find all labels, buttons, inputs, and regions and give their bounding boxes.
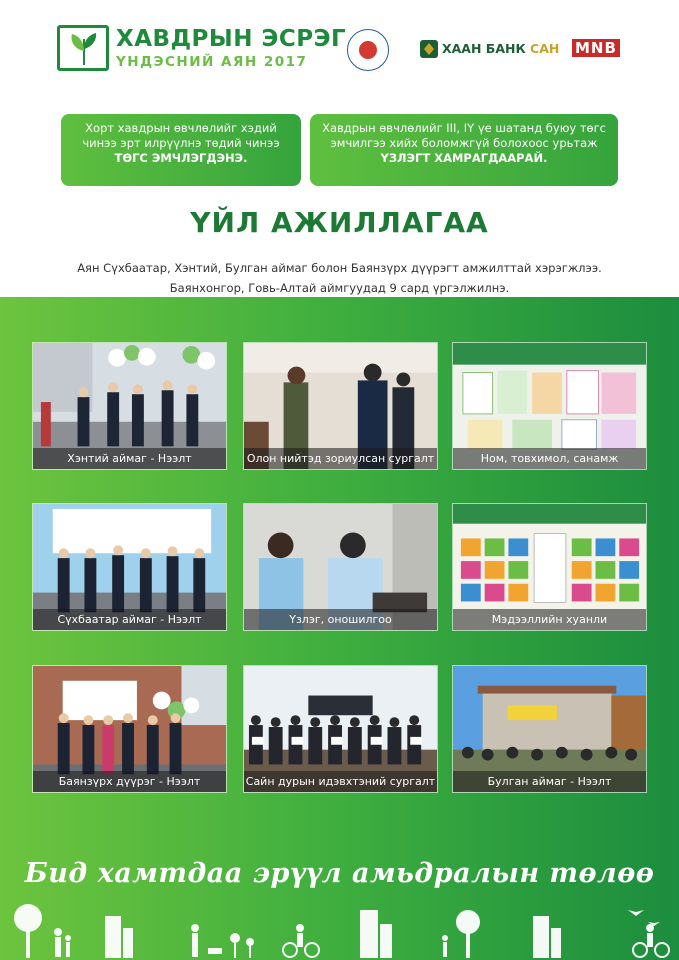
slogan: Бид хамтдаа эрүүл амьдралын төлөө bbox=[24, 858, 655, 889]
cyclist-icon bbox=[283, 924, 319, 957]
photo-caption: Булган аймаг - Нээлт bbox=[453, 771, 646, 792]
photo-examination[interactable] bbox=[243, 503, 438, 631]
photo-caption: Сүхбаатар аймаг - Нээлт bbox=[33, 609, 226, 630]
building-icon bbox=[533, 916, 561, 958]
building-icon bbox=[105, 916, 133, 958]
dog-walker-icon bbox=[191, 924, 222, 957]
info-card-emphasis: ҮЗЛЭГТ ХАМРАГДААРАЙ. bbox=[380, 151, 548, 165]
header bbox=[0, 0, 679, 105]
photo-public-training[interactable] bbox=[243, 342, 438, 470]
tree-icon bbox=[14, 904, 42, 958]
photo-sukhbaatar-opening[interactable] bbox=[32, 503, 227, 631]
photo-bulgan-opening[interactable] bbox=[452, 665, 647, 793]
campaign-title: ХАВДРЫН ЭСРЭГ bbox=[116, 26, 347, 52]
info-card-early-detection bbox=[61, 114, 301, 186]
tree-icon bbox=[456, 910, 480, 958]
flowers-icon bbox=[230, 933, 254, 958]
section-description-line-1: Аян Сүхбаатар, Хэнтий, Булган аймаг болон Баянзүрх дүүрэгт амжилттай хэрэгжлээ. bbox=[77, 261, 602, 275]
campaign-logo bbox=[57, 25, 109, 71]
photo-volunteer-training[interactable] bbox=[243, 665, 438, 793]
sponsor-seal-logo bbox=[347, 29, 389, 71]
photo-khentii-opening[interactable] bbox=[32, 342, 227, 470]
photo-caption: Сайн дурын идэвхтэний сургалт bbox=[244, 771, 437, 792]
info-card-text: Хавдрын өвчлөлийг III, IY үе шатанд буюу төгс эмчилгээ хийх боломжгүй болохоос урьтаж bbox=[322, 121, 606, 150]
building-icon bbox=[360, 910, 392, 958]
info-card-emphasis: ТӨГС ЭМЧЛЭГДЭНЭ. bbox=[114, 151, 248, 165]
photo-caption: Үзлэг, оношилгоо bbox=[244, 609, 437, 630]
section-title: ҮЙЛ АЖИЛЛАГАА bbox=[190, 206, 489, 239]
bird-icon bbox=[628, 910, 660, 926]
khan-bank-logo bbox=[442, 41, 559, 56]
photo-caption: Ном, товхимол, санамж bbox=[453, 448, 646, 469]
photo-caption: Мэдээллийн хуанли bbox=[453, 609, 646, 630]
photo-caption: Олон нийтэд зориулсан сургалт bbox=[244, 448, 437, 469]
leaf-icon bbox=[64, 31, 104, 67]
khan-bank-name: ХААН БАНК bbox=[442, 41, 526, 56]
mnb-logo bbox=[572, 38, 619, 60]
mnb-text: MNB bbox=[572, 39, 620, 57]
photo-caption: Баянзүрх дүүрэг - Нээлт bbox=[33, 771, 226, 792]
info-card-text: Хорт хавдрын өвчлөлийг хэдий чинээ эрт илрүүлнэ төдий чинээ bbox=[82, 121, 280, 150]
family-icon bbox=[54, 928, 71, 957]
photo-bayanzurkh-opening[interactable] bbox=[32, 665, 227, 793]
section-description bbox=[0, 258, 679, 298]
family-icon bbox=[442, 935, 448, 957]
khan-bank-accent: САН bbox=[530, 41, 560, 56]
photo-info-calendar[interactable] bbox=[452, 503, 647, 631]
photo-caption: Хэнтий аймаг - Нээлт bbox=[33, 448, 226, 469]
cyclist-icon bbox=[633, 924, 669, 957]
footer-illustration bbox=[0, 898, 679, 960]
photo-books-brochures[interactable] bbox=[452, 342, 647, 470]
info-card-screening bbox=[310, 114, 618, 186]
section-description-line-2: Баянхонгор, Говь-Алтай аймгуудад 9 сард үргэлжилнэ. bbox=[169, 281, 510, 295]
campaign-subtitle: ҮНДЭСНИЙ АЯН 2017 bbox=[116, 54, 308, 70]
khan-bank-icon bbox=[420, 40, 438, 58]
